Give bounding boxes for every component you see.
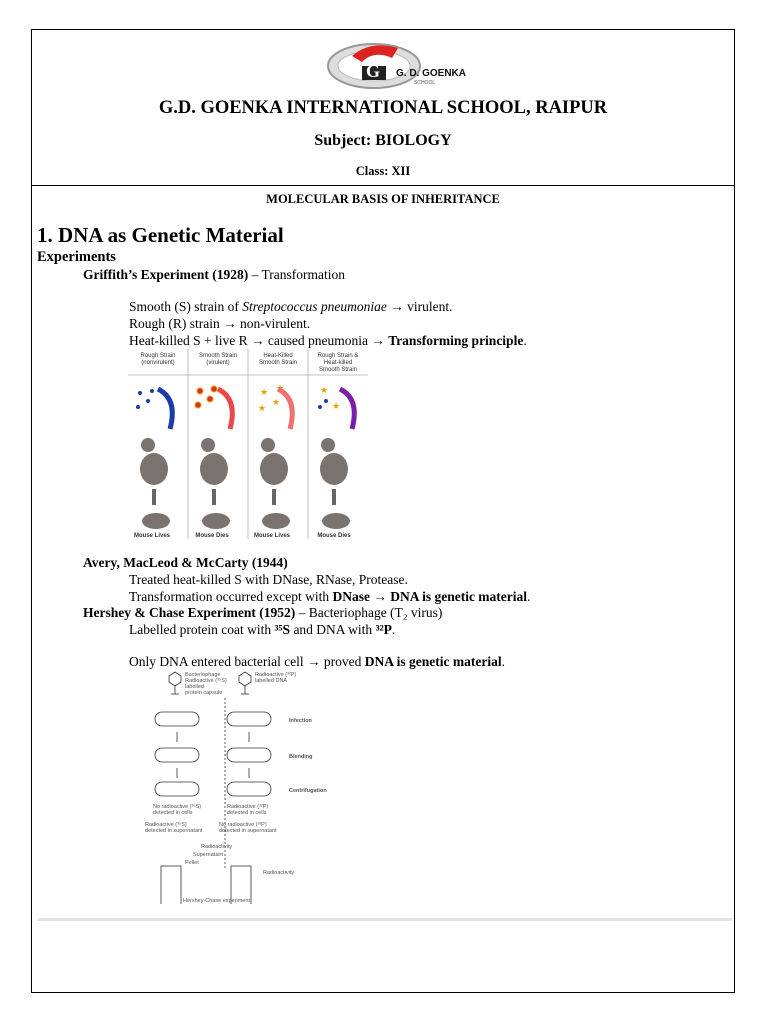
svg-text:protein capsule: protein capsule	[185, 690, 223, 696]
svg-text:labelled: labelled	[185, 684, 204, 690]
svg-text:Mouse Lives: Mouse Lives	[133, 533, 171, 539]
griffith-col-3	[254, 353, 297, 539]
svg-text:Radioactivity: Radioactivity	[263, 870, 295, 876]
hershey-line-1: Labelled protein coat with ³⁵S and DNA with ³²P.	[129, 622, 396, 637]
page-frame	[31, 29, 735, 993]
svg-text:Radioactive (³²P): Radioactive (³²P)	[255, 672, 297, 678]
hershey-line-2: Only DNA entered bacterial cell → proved DNA is genetic material.	[129, 654, 506, 669]
class-label: Class: XII	[355, 164, 411, 178]
griffith-line-1: Smooth (S) strain of Streptococcus pneumoniae → virulent.	[129, 299, 453, 314]
svg-text:Smooth Strain: Smooth Strain	[318, 367, 358, 373]
svg-text:Mouse Dies: Mouse Dies	[195, 533, 229, 539]
svg-text:Radioactivity: Radioactivity	[201, 844, 233, 850]
svg-text:No radioactive (³⁵S): No radioactive (³⁵S)	[153, 804, 202, 810]
logo-text: G. D. GOENKA	[396, 68, 467, 79]
svg-text:Rough Strain: Rough Strain	[140, 353, 176, 359]
avery-line-2: Transformation occurred except with DNase → DNA is genetic material.	[129, 589, 531, 604]
logo-subtext: SCHOOL	[414, 80, 436, 86]
svg-text:Radioactive (³⁵S): Radioactive (³⁵S)	[145, 822, 187, 828]
svg-text:Mouse Lives: Mouse Lives	[253, 533, 291, 539]
fig-caption: Hershey-Chase experiment	[183, 898, 250, 904]
svg-text:(virulent): (virulent)	[206, 360, 230, 366]
fig-bacteriophage: Bacteriophage	[185, 672, 221, 678]
svg-text:Smooth Strain: Smooth Strain	[258, 360, 298, 366]
griffith-col-4	[317, 353, 358, 539]
svg-text:detected in supernatant: detected in supernatant	[145, 828, 203, 834]
griffith-line-3: Heat-killed S + live R → caused pneumonia → Transforming principle.	[129, 333, 527, 348]
griffith-title: Griffith’s Experiment (1928) – Transformation	[83, 267, 345, 282]
fig-step-blending: Blending	[289, 754, 313, 760]
griffith-line-2: Rough (R) strain → non-virulent.	[129, 316, 311, 331]
svg-text:Mouse Dies: Mouse Dies	[317, 533, 351, 539]
svg-text:Radioactive (³²P): Radioactive (³²P)	[227, 804, 269, 810]
svg-text:Radioactive (³⁵S): Radioactive (³⁵S)	[185, 678, 227, 684]
fig-step-infection: Infection	[289, 718, 312, 724]
avery-line-1: Treated heat-killed S with DNase, RNase, Protease.	[129, 572, 408, 587]
hershey-title: Hershey & Chase Experiment (1952) – Bacteriophage (T₂ virus)	[83, 605, 443, 620]
svg-text:detected in supernatant: detected in supernatant	[219, 828, 277, 834]
svg-text:detected in cells: detected in cells	[227, 810, 267, 816]
avery-title: Avery, MacLeod & McCarty (1944)	[83, 555, 288, 570]
svg-text:Supernatant: Supernatant	[193, 852, 223, 858]
experiments-heading: Experiments	[37, 249, 116, 265]
school-name: G.D. GOENKA INTERNATIONAL SCHOOL, RAIPUR	[158, 98, 608, 118]
subject-title: Subject: BIOLOGY	[314, 132, 452, 149]
fig-step-centrifugation: Centrifugation	[289, 788, 327, 794]
bottom-rule	[38, 918, 732, 921]
griffith-col-1	[134, 353, 176, 539]
svg-text:labelled DNA: labelled DNA	[255, 678, 288, 684]
svg-text:★: ★	[258, 403, 267, 413]
school-header	[32, 30, 734, 186]
svg-text:Rough Strain &: Rough Strain &	[317, 353, 359, 359]
hershey-chase-figure	[127, 668, 327, 904]
svg-text:(nonvirulent): (nonvirulent)	[141, 360, 175, 366]
svg-text:★: ★	[272, 397, 281, 407]
svg-text:No radioactive (³²P): No radioactive (³²P)	[219, 822, 267, 828]
chapter-title: MOLECULAR BASIS OF INHERITANCE	[266, 192, 500, 206]
section-title: 1. DNA as Genetic Material	[37, 223, 284, 247]
svg-text:Smooth Strain: Smooth Strain	[198, 353, 238, 359]
svg-text:detected in cells: detected in cells	[153, 810, 193, 816]
svg-text:G: G	[366, 61, 381, 81]
griffith-figure	[128, 349, 368, 539]
svg-text:★: ★	[320, 385, 329, 395]
svg-text:Pellet: Pellet	[185, 860, 199, 866]
svg-text:Heat-killed: Heat-killed	[323, 360, 353, 366]
svg-text:★: ★	[260, 387, 269, 397]
svg-text:★: ★	[276, 383, 285, 393]
svg-text:★: ★	[332, 401, 341, 411]
svg-text:Heat-Killed: Heat-Killed	[263, 353, 293, 359]
griffith-col-2	[195, 353, 237, 539]
